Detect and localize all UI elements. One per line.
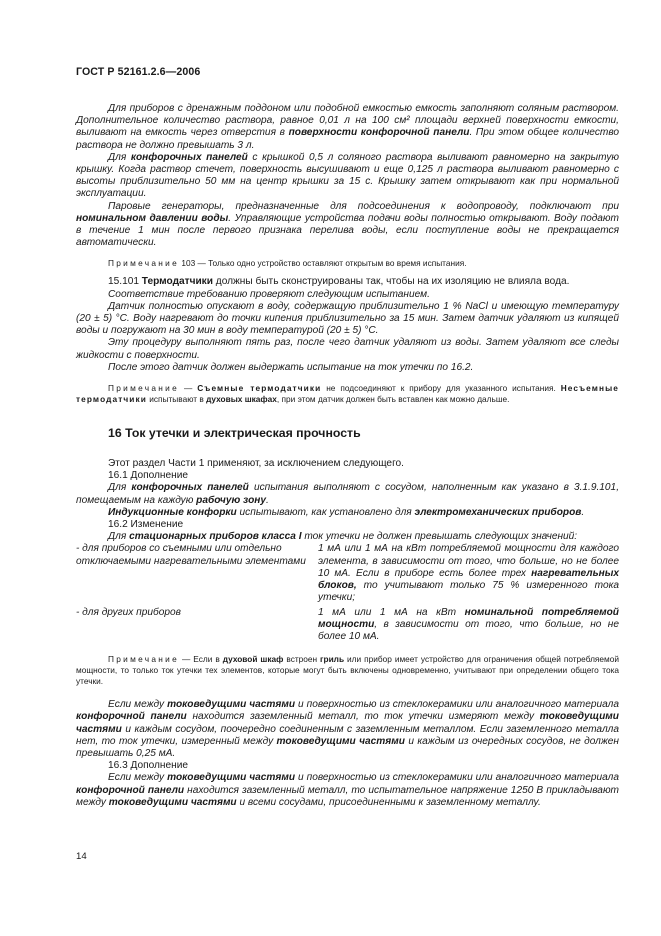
paragraph-glass-ceramic-leakage: Если между токоведущими частями и поверхностью из стеклокерамики или аналогичного материала конфорочной панели находится заземленный металл, то ток утечки измеряют между токоведущими частями и каждым сосудом, поочередно соединенным с заземленным металлом. Если заземленного металла нет, то ток утечки, измеренный между токоведущими частями и каждым из очередных сосудов, не должен превышать 0,25 мА. (76, 699, 619, 759)
clause-15-101: 15.101 Термодатчики должны быть сконструированы так, чтобы на их изоляцию не влияла вода. (108, 276, 570, 288)
section-16-intro: Этот раздел Части 1 применяют, за исключением следующего. (108, 458, 404, 470)
note-103: Примечание 103 — Только одно устройство оставляют открытым во время испытания. (108, 258, 467, 269)
leakage-row-label: - для приборов со съемными или отдельно отключаемыми нагревательными элементами (76, 543, 306, 567)
paragraph-repeat-procedure: Эту процедуру выполняют пять раз, после чего датчик удаляют из воды. Затем удаляют все следы жидкости с поверхности. (76, 337, 619, 361)
clause-16-2-title: 16.2 Изменение (108, 519, 184, 531)
note-sensors: Примечание — Съемные термодатчики не подсоединяют к прибору для указанного испытания. Несъемные термодатчики испытывают в духовых шкафах, при этом датчик должен быть вставлен как можно дальше. (76, 383, 619, 405)
leakage-row-label: - для других приборов (76, 606, 181, 618)
paragraph-16-3-voltage: Если между токоведущими частями и поверхностью из стеклокерамики или аналогичного материала конфорочной панели находится заземленный металл, то испытательное напряжение 1250 В прикладывают между токоведущими частями и всеми сосудами, присоединенными к заземленному металлу. (76, 772, 619, 808)
paragraph-leakage-test-ref: После этого датчик должен выдержать испытание на ток утечки по 16.2. (108, 361, 474, 373)
paragraph-steam-generators: Паровые генераторы, предназначенные для подсоединения к водопроводу, подключают при номинальном давлении воды. Управляющие устройства подачи воды полностью открывают. Воду подают в течение 1 мин после первого признака перелива воды, если поступление воды не прекращается автоматически. (76, 200, 619, 249)
page-number: 14 (76, 851, 87, 862)
paragraph-compliance-test: Соответствие требованию проверяют следующим испытанием. (108, 288, 430, 300)
paragraph-16-1-hobs: Для конфорочных панелей испытания выполняют с сосудом, наполненным как указано в 3.1.9.101, помещаемым на каждую рабочую зону. (76, 482, 620, 506)
paragraph-hob-lid: Для конфорочных панелей с крышкой 0,5 л соляного раствора выливают равномерно на закрытую крышку. Когда раствор стечет, поверхность высушивают и еще 0,125 л раствора выливают равномерно с высоты приблизительно 50 мм на центр крышки за 15 с. Крышку затем открывают как при нормальной эксплуатации. (76, 151, 620, 200)
clause-16-3-title: 16.3 Дополнение (108, 760, 189, 772)
leakage-row-removable-elements (76, 543, 619, 604)
section-16-heading: 16 Ток утечки и электрическая прочность (108, 426, 361, 441)
clause-16-1-title: 16.1 Дополнение (108, 470, 189, 482)
leakage-row-value: 1 мА или 1 мА на кВт потребляемой мощности для каждого элемента, в зависимости от того, что больше, но не более 10 мА. Если в приборе есть более трех нагревательных блоков, то учитывают только 75 % измеренного тока утечки; (318, 543, 619, 604)
paragraph-16-1-induction: Индукционные конфорки испытывают, как установлено для электромеханических приборов. (108, 506, 585, 518)
paragraph-drain-tray: Для приборов с дренажным поддоном или подобной емкостью емкость заполняют соляным раствором. Дополнительное количество раствора, равное 0,01 л на 100 см² площади верхней поверхности емкости, выливают на емкость через отверстия в поверхности конфорочной панели. При этом общее количество раствора не должно превышать 3 л. (76, 103, 620, 151)
leakage-row-value: 1 мА или 1 мА на кВт номинальной потребляемой мощности, в зависимости от того, что больше, но не более 10 мА. (318, 606, 619, 642)
paragraph-sensor-immersion: Датчик полностью опускают в воду, содержащую приблизительно 1 % NaCl и имеющую температуру (20 ± 5) °С. Воду нагревают до точки кипения приблизительно за 15 мин. Затем датчик удаляют из кипящей воды и погружают на 30 мин в воду температурой (20 ± 5) °С. (76, 300, 619, 337)
paragraph-16-2-limits: Для стационарных приборов класса I ток утечки не должен превышать следующих значений: (108, 531, 578, 543)
leakage-row-other-appliances (76, 607, 619, 644)
standard-header: ГОСТ Р 52161.2.6—2006 (76, 66, 201, 78)
note-oven-grill: Примечание — Если в духовой шкаф встроен гриль или прибор имеет устройство для ограничения общей потребляемой мощности, то только ток утечки тех элементов, которые могут быть включены одновременно, учитывают при определении общего тока утечки. (76, 654, 619, 687)
